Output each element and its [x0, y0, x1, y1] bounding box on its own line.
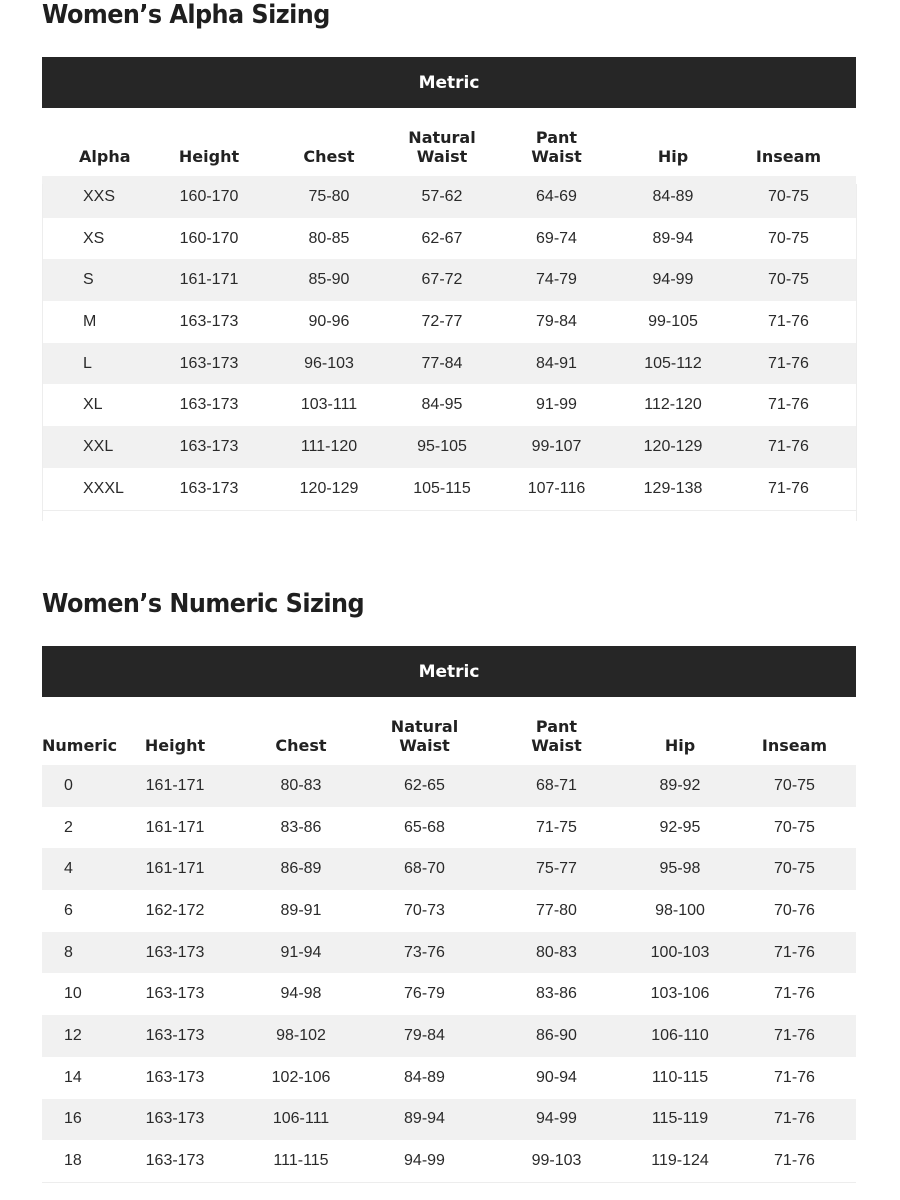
table-cell: 70-75 [733, 807, 856, 849]
table-cell: 95-98 [627, 848, 733, 890]
table-cell: 2 [42, 807, 111, 849]
table-cell: 91-94 [239, 932, 363, 974]
table-cell: 105-112 [625, 343, 721, 385]
table-cell: 89-91 [239, 890, 363, 932]
table-cell: 64-69 [488, 176, 625, 218]
table-cell: 89-94 [363, 1099, 486, 1141]
alpha-table-header [42, 128, 856, 176]
table-cell: 98-102 [239, 1015, 363, 1057]
table-cell: 163-173 [156, 301, 262, 343]
table-row [42, 1140, 856, 1182]
table-cell: 163-173 [156, 343, 262, 385]
table-cell: 12 [42, 1015, 111, 1057]
table-cell: 71-76 [733, 1140, 856, 1182]
table-cell: 71-76 [733, 1015, 856, 1057]
table-cell: 8 [42, 932, 111, 974]
table-cell: 76-79 [363, 973, 486, 1015]
alpha-sizing-table [42, 128, 856, 511]
table-cell: 71-76 [721, 468, 856, 510]
numeric-table-header [42, 717, 856, 765]
table-cell: 102-106 [239, 1057, 363, 1099]
table-cell: 96-103 [262, 343, 396, 385]
table-cell: 71-76 [721, 301, 856, 343]
table-cell: 94-99 [625, 259, 721, 301]
table-row [42, 932, 856, 974]
table-cell: 160-170 [156, 176, 262, 218]
table-cell: 163-173 [111, 973, 239, 1015]
table-cell: 163-173 [156, 468, 262, 510]
table-cell: 14 [42, 1057, 111, 1099]
table-cell: 94-99 [486, 1099, 627, 1141]
table-cell: 65-68 [363, 807, 486, 849]
table-cell: 120-129 [262, 468, 396, 510]
table-cell: 89-92 [627, 765, 733, 807]
table-cell: 83-86 [486, 973, 627, 1015]
column-header: Pant Waist [531, 717, 582, 755]
table-cell: 161-171 [111, 765, 239, 807]
table-cell: 68-70 [363, 848, 486, 890]
table-cell: 70-75 [721, 259, 856, 301]
table-cell: 71-76 [733, 1099, 856, 1141]
table-cell: XXS [42, 176, 156, 218]
table-cell: 95-105 [396, 426, 488, 468]
table-cell: 94-99 [363, 1140, 486, 1182]
numeric-sizing-table [42, 717, 856, 1183]
alpha-header-row [42, 128, 856, 176]
table-cell: 69-74 [488, 218, 625, 260]
alpha-table-body [42, 176, 856, 510]
table-cell: 71-76 [733, 973, 856, 1015]
numeric-table-body [42, 765, 856, 1182]
table-cell: 92-95 [627, 807, 733, 849]
table-row [42, 1057, 856, 1099]
table-cell: 70-73 [363, 890, 486, 932]
alpha-sizing-title: Women’s Alpha Sizing [42, 0, 330, 30]
table-cell: 161-171 [156, 259, 262, 301]
table-cell: L [42, 343, 156, 385]
table-cell: 84-89 [625, 176, 721, 218]
column-header: Height [144, 736, 206, 755]
table-cell: 71-76 [721, 426, 856, 468]
table-cell: 105-115 [396, 468, 488, 510]
column-header: Pant Waist [531, 128, 582, 166]
table-cell: 80-85 [262, 218, 396, 260]
table-cell: 106-111 [239, 1099, 363, 1141]
table-cell: 90-96 [262, 301, 396, 343]
table-cell: 84-95 [396, 384, 488, 426]
table-cell: 70-76 [733, 890, 856, 932]
table-cell: 75-77 [486, 848, 627, 890]
table-cell: 161-171 [111, 848, 239, 890]
table-cell: 129-138 [625, 468, 721, 510]
table-cell: 94-98 [239, 973, 363, 1015]
table-cell: 6 [42, 890, 111, 932]
table-cell: 71-76 [733, 932, 856, 974]
table-cell: 111-115 [239, 1140, 363, 1182]
table-cell: 163-173 [111, 1015, 239, 1057]
table-row [42, 890, 856, 932]
table-cell: 71-76 [721, 384, 856, 426]
table-cell: 71-76 [721, 343, 856, 385]
table-cell: 89-94 [625, 218, 721, 260]
table-row [42, 384, 856, 426]
table-cell: 110-115 [627, 1057, 733, 1099]
table-cell: XS [42, 218, 156, 260]
table-cell: 83-86 [239, 807, 363, 849]
table-cell: 98-100 [627, 890, 733, 932]
table-cell: 115-119 [627, 1099, 733, 1141]
table-cell: XXXL [42, 468, 156, 510]
table-row [42, 468, 856, 510]
table-cell: 68-71 [486, 765, 627, 807]
table-cell: 73-76 [363, 932, 486, 974]
table-row [42, 218, 856, 260]
table-cell: 120-129 [625, 426, 721, 468]
table-cell: 84-89 [363, 1057, 486, 1099]
alpha-metric-banner: Metric [42, 57, 856, 108]
numeric-metric-banner: Metric [42, 646, 856, 697]
table-cell: 99-105 [625, 301, 721, 343]
table-row [42, 176, 856, 218]
table-cell: XL [42, 384, 156, 426]
table-cell: 79-84 [363, 1015, 486, 1057]
table-cell: 100-103 [627, 932, 733, 974]
column-header: Chest [303, 147, 355, 166]
table-cell: 70-75 [733, 848, 856, 890]
table-cell: 91-99 [488, 384, 625, 426]
column-header: Chest [275, 736, 327, 755]
table-cell: 119-124 [627, 1140, 733, 1182]
table-cell: 72-77 [396, 301, 488, 343]
column-header: Natural Waist [408, 128, 476, 166]
table-cell: 161-171 [111, 807, 239, 849]
table-cell: 163-173 [111, 932, 239, 974]
column-header: Numeric [42, 736, 118, 755]
table-cell: 10 [42, 973, 111, 1015]
table-cell: 162-172 [111, 890, 239, 932]
table-cell: 99-107 [488, 426, 625, 468]
table-cell: 103-111 [262, 384, 396, 426]
table-cell: 85-90 [262, 259, 396, 301]
table-cell: 163-173 [111, 1099, 239, 1141]
table-cell: 75-80 [262, 176, 396, 218]
column-header: Inseam [761, 736, 828, 755]
table-row [42, 1099, 856, 1141]
table-cell: 80-83 [486, 932, 627, 974]
table-cell: 16 [42, 1099, 111, 1141]
table-cell: 79-84 [488, 301, 625, 343]
column-header: Natural Waist [390, 717, 459, 755]
table-cell: 163-173 [156, 426, 262, 468]
column-header: Hip [664, 736, 696, 755]
table-cell: 77-84 [396, 343, 488, 385]
table-cell: 86-90 [486, 1015, 627, 1057]
table-cell: 163-173 [111, 1140, 239, 1182]
table-row [42, 848, 856, 890]
table-cell: M [42, 301, 156, 343]
table-cell: 90-94 [486, 1057, 627, 1099]
table-cell: 163-173 [156, 384, 262, 426]
table-row [42, 343, 856, 385]
table-cell: XXL [42, 426, 156, 468]
table-cell: 57-62 [396, 176, 488, 218]
table-cell: 71-75 [486, 807, 627, 849]
table-cell: 111-120 [262, 426, 396, 468]
numeric-sizing-title: Women’s Numeric Sizing [42, 589, 365, 619]
table-cell: 18 [42, 1140, 111, 1182]
table-cell: 0 [42, 765, 111, 807]
table-cell: 112-120 [625, 384, 721, 426]
table-row [42, 301, 856, 343]
table-cell: 70-75 [733, 765, 856, 807]
table-row [42, 765, 856, 807]
table-cell: 62-65 [363, 765, 486, 807]
column-header: Inseam [755, 147, 822, 166]
column-header: Hip [657, 147, 689, 166]
table-cell: 77-80 [486, 890, 627, 932]
table-row [42, 1015, 856, 1057]
table-cell: 67-72 [396, 259, 488, 301]
table-cell: 4 [42, 848, 111, 890]
table-row [42, 259, 856, 301]
table-cell: 107-116 [488, 468, 625, 510]
table-cell: 160-170 [156, 218, 262, 260]
numeric-header-row [42, 717, 856, 765]
column-header: Height [178, 147, 240, 166]
table-cell: 106-110 [627, 1015, 733, 1057]
table-cell: 163-173 [111, 1057, 239, 1099]
table-cell: 86-89 [239, 848, 363, 890]
table-cell: 80-83 [239, 765, 363, 807]
column-header: Alpha [79, 147, 131, 166]
table-cell: 74-79 [488, 259, 625, 301]
table-cell: 70-75 [721, 218, 856, 260]
table-cell: 70-75 [721, 176, 856, 218]
table-cell: 103-106 [627, 973, 733, 1015]
table-cell: 62-67 [396, 218, 488, 260]
table-cell: 84-91 [488, 343, 625, 385]
table-cell: S [42, 259, 156, 301]
table-row [42, 807, 856, 849]
table-cell: 71-76 [733, 1057, 856, 1099]
table-cell: 99-103 [486, 1140, 627, 1182]
table-row [42, 426, 856, 468]
table-row [42, 973, 856, 1015]
